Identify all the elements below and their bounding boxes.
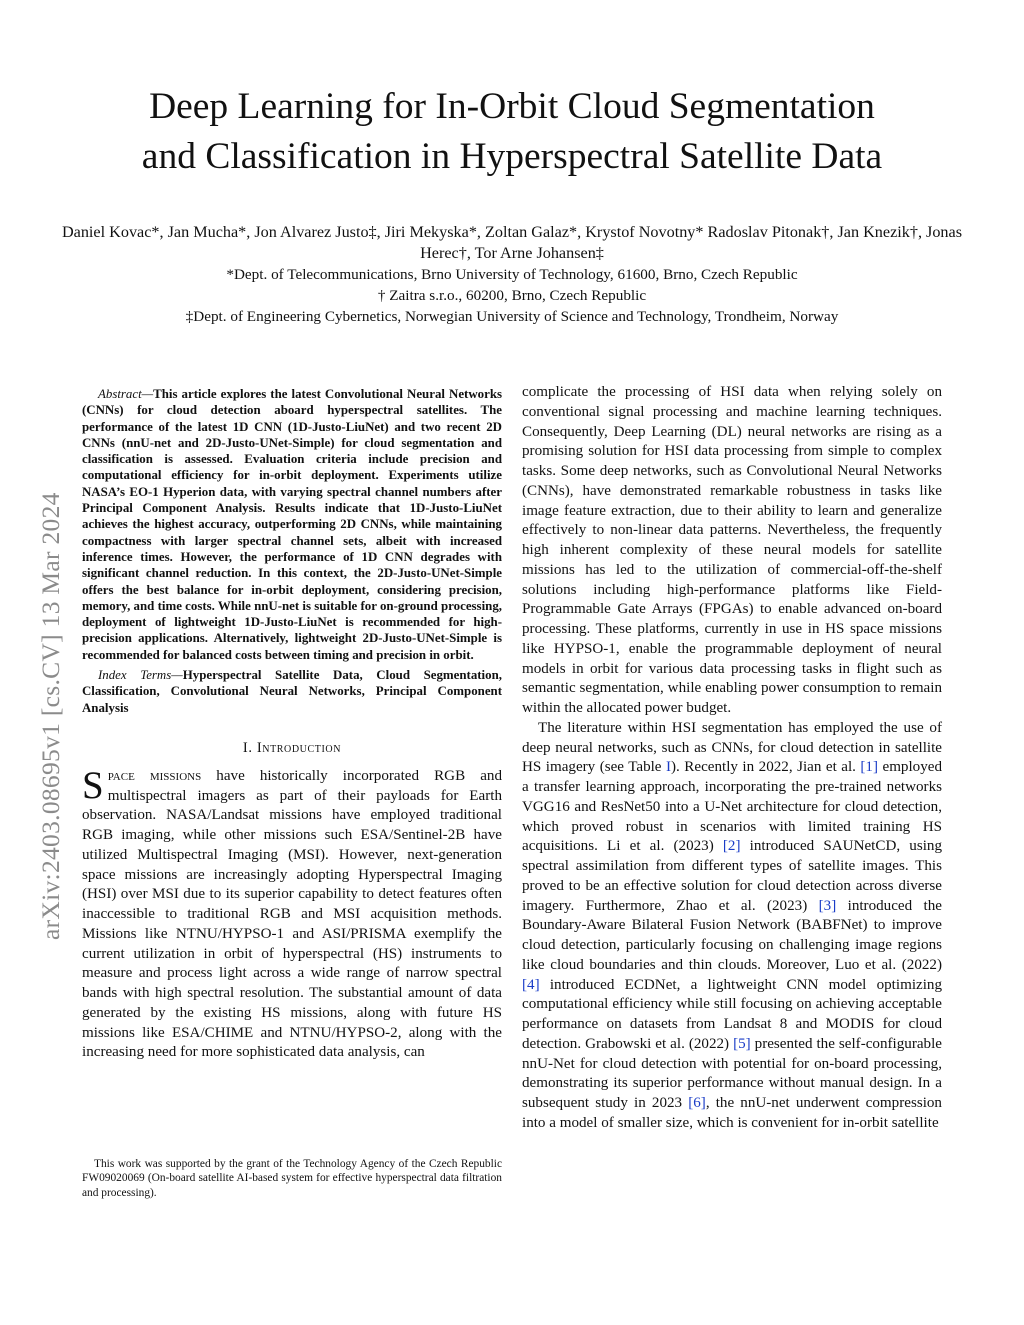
author-list: Daniel Kovac*, Jan Mucha*, Jon Alvarez Justo‡, Jiri Mekyska*, Zoltan Galaz*, Krystof Novotny* Radoslav Pitonak†, Jan Knezik†, Jonas Herec†, Tor Arne Johansen‡ [61, 223, 963, 262]
intro-paragraph [82, 763, 502, 1063]
literature-text-1: The literature within HSI segmentation has employed the use of deep neural networks, such as CNNs, for cloud detection in satellite HS imagery (see Table [522, 719, 942, 776]
intro-paragraph-text: have historically incorporated RGB and multispectral imagers as part of their payloads for Earth observation. NASA/Landsat missions have employed traditional RGB imaging, while other missions such ESA/Sentinel-2B have utilized Multispectral Imaging (MSI). However, next-generation space missions are increasingly adopting Hyperspectral Imaging (HSI) over MSI due to its superior capability to detect features often inaccessible to traditional RGB and MSI acquisition methods. Missions like NTNU/HYPSO-1 and ASI/PRISMA exemplify the current utilization in orbit of hyperspectral (HS) instruments to measure and process light across a wide range of narrow spectral bands with high spectral resolution. The substantial amount of data generated by the existing HS missions, along with future HS missions like ESA/CHIME and NTNU/HYPSO-2, along with the increasing need for more sophisticated data analysis, can [82, 767, 502, 1061]
literature-text-3: employed a transfer learning approach, incorporating the pre-trained networks VGG16 and ResNet50 into a U-Net architecture for cloud detection, which proved robust in scenarios with limited training HS acquisitions. Li et al. (2023) [522, 759, 943, 855]
index-terms-label: Index Terms— [98, 668, 183, 683]
title-line-1: Deep Learning for In-Orbit Cloud Segmentation [149, 86, 875, 127]
section-heading-introduction [82, 740, 502, 757]
literature-text-7: presented the self-configurable nnU-Net for cloud detection with potential for on-board processing, demonstrating its superior performance without manual design. In a subsequent study in 2023 [522, 1035, 942, 1111]
abstract [82, 386, 502, 663]
citation-link-3[interactable]: [3] [818, 897, 837, 914]
drop-cap-letter: S [82, 763, 104, 807]
table-ref-link[interactable]: I [666, 759, 672, 776]
abstract-text: This article explores the latest Convolutional Neural Networks (CNNs) for cloud detection aboard hyperspectral satellites. The performance of the latest 1D CNN (1D-Justo-LiuNet) and two recent 2D CNNs (nnU-net and 2D-Justo-UNet-Simple) for cloud segmentation and classification is assessed. Evaluation criteria include precision and computational efficiency for in-orbit deployment. Experiments utilize NASA’s EO-1 Hyperion data, with varying spectral channel numbers after Principal Component Analysis. Results indicate that 1D-Justo-LiuNet achieves the highest accuracy, outperforming 2D CNNs, while maintaining compactness with larger spectral channel sets, albeit with increased inference times. However, the performance of 1D CNN degrades with significant channel reduction. In this context, the 2D-Justo-UNet-Simple offers the best balance for in-orbit deployment, considering precision, memory, and time costs. While nnU-net is suitable for on-ground processing, deployment of lightweight 1D-Justo-LiuNet is recommended for high-precision applications. Alternatively, lightweight 2D-Justo-UNet-Simple is recommended for balanced costs between timing and precision in orbit. [82, 387, 502, 662]
citation-link-2[interactable]: [2] [722, 838, 741, 855]
title-line-2: and Classification in Hyperspectral Satellite Data [141, 136, 883, 177]
literature-text-6: introduced ECDNet, a lightweight CNN model optimizing computational efficiency while still focusing on achieving acceptable performance on datasets from Landsat 8 and MODIS for cloud detection. Grabowski et al. (2022) [522, 976, 942, 1052]
intro-lead-words: pace missions [107, 767, 202, 784]
paper-title [60, 82, 964, 182]
abstract-label: Abstract— [98, 387, 154, 401]
arxiv-identifier-stamp[interactable]: arXiv:2403.08695v1 [cs.CV] 13 Mar 2024 [36, 492, 65, 940]
right-paragraph-2 [522, 719, 942, 1134]
section-title: Introduction [256, 739, 342, 756]
citation-link-1[interactable]: [1] [860, 759, 879, 776]
affiliation-brno-telecom: *Dept. of Telecommunications, Brno University of Technology, 61600, Brno, Czech Republic [226, 266, 798, 283]
literature-text-8: , the nnU-net underwent compression into a model of smaller size, which is convenient for in-orbit satellite [522, 1095, 942, 1131]
literature-text-4: introduced SAUNetCD, using spectral assimilation from different types of satellite images. This proved to be an effective solution for cloud detection across diverse imagery. Furthermore, Zhao et al. (2023) [522, 838, 942, 914]
index-terms-text: Hyperspectral Satellite Data, Cloud Segmentation, Classification, Convolutional Neural Networks, Principal Component Analysis [82, 668, 502, 715]
citation-link-4[interactable]: [4] [522, 976, 540, 993]
right-paragraph-1: complicate the processing of HSI data when relying solely on conventional signal processing and machine learning techniques. Consequently, Deep Learning (DL) neural networks are rising as a promising solution for HSI data processing from simple to complex tasks. Some deep networks, such as Convolutional Neural Networks (CNNs), have demonstrated remarkable robustness in tasks like image feature extraction, due to their ability to learn and generalize effectively to non-linear data patterns. Nevertheless, the frequently high inherent complexity of these neural models for satellite missions has led to the utilization of commercial-off-the-shelf solutions including high-performance platforms like Field-Programmable Gate Arrays (FPGAs) to enable advanced on-board processing. These platforms, currently in use in HS space missions like HYPSO-1, enable the programmable deployment of neural models in orbit for various data processing tasks in flight such as semantic segmentation, while enabling power consumption to remain within the allocated power budget. [522, 384, 942, 716]
citation-link-6[interactable]: [6] [688, 1095, 706, 1111]
funding-footnote: This work was supported by the grant of the Technology Agency of the Czech Republic FW09020069 (On-board satellite AI-based system for effective hyperspectral data filtration and processing). [82, 1158, 502, 1199]
literature-text-5: introduced the Boundary-Aware Bilateral Fusion Network (BABFNet) to improve cloud detection, particularly focusing on challenging image regions like cloud boundaries and thin clouds. Moreover, Luo et al. (2022) [522, 897, 942, 973]
affiliation-ntnu: ‡Dept. of Engineering Cybernetics, Norwegian University of Science and Technology, Trondheim, Norway [185, 308, 839, 325]
affiliations [60, 264, 964, 327]
citation-link-5[interactable]: [5] [733, 1035, 751, 1052]
right-column [522, 383, 942, 1134]
literature-text-2: ). Recently in 2022, Jian et al. [671, 759, 861, 776]
left-column [82, 386, 502, 1063]
index-terms [82, 667, 502, 716]
affiliation-zaitra: † Zaitra s.r.o., 60200, Brno, Czech Republic [377, 287, 647, 304]
section-number: I. [242, 739, 253, 756]
